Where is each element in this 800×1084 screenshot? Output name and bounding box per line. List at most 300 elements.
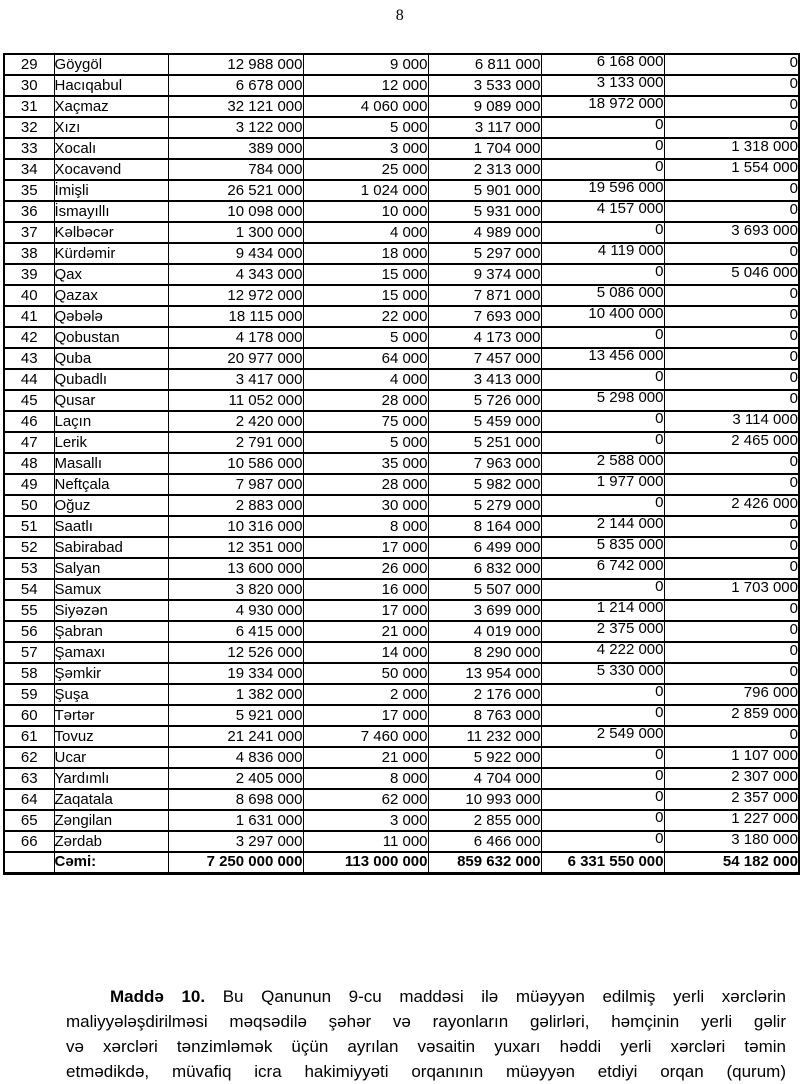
- value-text: 13 600 000: [227, 559, 303, 577]
- value-cell: [664, 264, 799, 285]
- value-text: 4 173 000: [473, 328, 541, 346]
- value-text: 0: [789, 75, 798, 92]
- table-row: [4, 243, 799, 264]
- row-number-cell: 29: [4, 54, 54, 75]
- value-text: 2 791 000: [235, 433, 303, 451]
- district-name-cell: İmişli: [54, 180, 168, 201]
- value-cell: [541, 432, 664, 453]
- value-cell: [664, 327, 799, 348]
- table-row: [4, 117, 799, 138]
- paragraph-line-2: maliyyələşdirilməsi məqsədilə şəhər və rayonların gəlirləri, həmçinin yerli gəlir: [66, 1012, 786, 1031]
- total-value-cell: 54 182 000: [664, 852, 799, 873]
- value-text: 0: [655, 579, 664, 595]
- value-cell: [428, 621, 541, 642]
- value-text: 14 000: [381, 643, 428, 661]
- district-name-cell: Kəlbəcər: [54, 222, 168, 243]
- value-text: 5 330 000: [596, 663, 664, 679]
- value-cell: [664, 558, 799, 579]
- value-cell: [303, 348, 428, 369]
- value-text: 2 883 000: [235, 496, 303, 514]
- value-cell: [664, 138, 799, 159]
- value-cell: [428, 180, 541, 201]
- table-row: [4, 621, 799, 642]
- value-text: 5 000: [389, 433, 428, 451]
- value-text: 28 000: [381, 475, 428, 493]
- value-text: 4 157 000: [596, 201, 664, 217]
- district-name-cell: Masallı: [54, 453, 168, 474]
- value-text: 6 168 000: [596, 54, 664, 70]
- value-text: 0: [789, 243, 798, 260]
- value-cell: [168, 600, 303, 621]
- value-cell: [303, 432, 428, 453]
- value-cell: [168, 138, 303, 159]
- paragraph-line-4: etmədikdə, müvafiq icra hakimiyyəti orqanının müəyyən etdiyi orqan (qurum): [66, 1062, 786, 1081]
- value-text: 4 222 000: [596, 642, 664, 658]
- row-number-cell: 51: [4, 516, 54, 537]
- value-cell: [541, 222, 664, 243]
- value-cell: [168, 369, 303, 390]
- value-text: 18 115 000: [228, 307, 303, 325]
- district-name-cell: Zərdab: [54, 831, 168, 852]
- value-cell: [541, 726, 664, 747]
- value-cell: [303, 705, 428, 726]
- value-text: 0: [655, 138, 664, 154]
- value-text: 5 835 000: [596, 537, 664, 553]
- value-text: 1 300 000: [235, 223, 303, 241]
- value-cell: [303, 747, 428, 768]
- value-text: 0: [789, 663, 798, 680]
- value-cell: [428, 663, 541, 684]
- table-row: [4, 222, 799, 243]
- value-cell: [541, 705, 664, 726]
- table-row: [4, 96, 799, 117]
- value-cell: [664, 348, 799, 369]
- value-cell: [664, 306, 799, 327]
- value-text: 7 460 000: [360, 727, 428, 745]
- district-name-cell: Zəngilan: [54, 810, 168, 831]
- value-cell: [428, 96, 541, 117]
- value-cell: [303, 768, 428, 789]
- value-cell: [541, 474, 664, 495]
- value-cell: [664, 453, 799, 474]
- value-cell: [303, 516, 428, 537]
- value-text: 8 164 000: [473, 517, 541, 535]
- value-text: 4 704 000: [473, 769, 541, 787]
- value-cell: [168, 474, 303, 495]
- table-row: [4, 495, 799, 516]
- value-cell: [303, 306, 428, 327]
- value-cell: [303, 663, 428, 684]
- value-cell: [541, 768, 664, 789]
- value-cell: [541, 516, 664, 537]
- value-cell: [664, 117, 799, 138]
- value-cell: [428, 285, 541, 306]
- value-cell: [168, 243, 303, 264]
- row-number-cell: 63: [4, 768, 54, 789]
- value-cell: [541, 642, 664, 663]
- value-cell: [168, 726, 303, 747]
- value-cell: [428, 558, 541, 579]
- value-cell: [428, 705, 541, 726]
- value-cell: [168, 285, 303, 306]
- value-text: 3 297 000: [235, 832, 303, 850]
- value-text: 2 375 000: [596, 621, 664, 637]
- value-text: 0: [655, 432, 664, 448]
- paragraph-line-1: [66, 984, 786, 1009]
- value-cell: [541, 117, 664, 138]
- row-number-cell: 33: [4, 138, 54, 159]
- total-empty-cell: [4, 852, 54, 873]
- table-row: [4, 285, 799, 306]
- value-cell: [428, 600, 541, 621]
- value-text: 64 000: [381, 349, 428, 367]
- value-cell: [168, 432, 303, 453]
- value-cell: [428, 642, 541, 663]
- value-cell: [664, 243, 799, 264]
- value-text: 28 000: [381, 391, 428, 409]
- row-number-cell: 45: [4, 390, 54, 411]
- total-value-cell: 859 632 000: [428, 852, 541, 873]
- row-number-cell: 55: [4, 600, 54, 621]
- value-text: 2 405 000: [235, 769, 303, 787]
- value-cell: [664, 222, 799, 243]
- district-name-cell: Ucar: [54, 747, 168, 768]
- value-text: 7 987 000: [235, 475, 303, 493]
- value-text: 4 178 000: [235, 328, 303, 346]
- value-cell: [664, 495, 799, 516]
- value-cell: [168, 201, 303, 222]
- total-row: [4, 852, 799, 873]
- value-cell: [303, 453, 428, 474]
- value-cell: [303, 243, 428, 264]
- value-text: 0: [789, 180, 798, 197]
- row-number-cell: 41: [4, 306, 54, 327]
- value-text: 15 000: [381, 286, 428, 304]
- value-text: 0: [655, 705, 664, 721]
- value-cell: [168, 327, 303, 348]
- value-cell: [303, 621, 428, 642]
- total-value-cell: 7 250 000 000: [168, 852, 303, 873]
- value-cell: [428, 453, 541, 474]
- district-name-cell: Hacıqabul: [54, 75, 168, 96]
- value-cell: [303, 411, 428, 432]
- value-cell: [303, 159, 428, 180]
- value-cell: [168, 75, 303, 96]
- table-row: [4, 432, 799, 453]
- table-row: [4, 54, 799, 75]
- value-cell: [428, 831, 541, 852]
- district-name-cell: Neftçala: [54, 474, 168, 495]
- value-cell: [664, 642, 799, 663]
- value-cell: [168, 747, 303, 768]
- value-text: 3 417 000: [235, 370, 303, 388]
- district-name-cell: Xızı: [54, 117, 168, 138]
- row-number-cell: 66: [4, 831, 54, 852]
- value-cell: [168, 390, 303, 411]
- value-text: 1 382 000: [235, 685, 303, 703]
- value-cell: [303, 579, 428, 600]
- table-row: [4, 747, 799, 768]
- table-row: [4, 642, 799, 663]
- value-text: 3 000: [389, 139, 428, 157]
- value-text: 10 993 000: [465, 790, 541, 808]
- value-cell: [664, 726, 799, 747]
- value-cell: [303, 558, 428, 579]
- value-cell: [168, 768, 303, 789]
- value-text: 1 024 000: [360, 181, 428, 199]
- value-cell: [664, 831, 799, 852]
- value-text: 0: [789, 201, 798, 218]
- district-name-cell: Yardımlı: [54, 768, 168, 789]
- value-cell: [428, 411, 541, 432]
- value-cell: [541, 243, 664, 264]
- row-number-cell: 31: [4, 96, 54, 117]
- value-text: 17 000: [381, 538, 428, 556]
- value-cell: [168, 558, 303, 579]
- value-text: 5 726 000: [473, 391, 541, 409]
- value-text: 5 251 000: [473, 433, 541, 451]
- value-text: 7 457 000: [473, 349, 541, 367]
- value-text: 22 000: [381, 307, 428, 325]
- value-cell: [428, 474, 541, 495]
- row-number-cell: 53: [4, 558, 54, 579]
- value-cell: [168, 810, 303, 831]
- value-cell: [664, 516, 799, 537]
- value-cell: [541, 180, 664, 201]
- value-text: 2 859 000: [731, 705, 798, 722]
- value-text: 11 232 000: [466, 727, 541, 745]
- row-number-cell: 62: [4, 747, 54, 768]
- value-text: 5 000: [389, 118, 428, 136]
- table-row: [4, 369, 799, 390]
- district-name-cell: İsmayıllı: [54, 201, 168, 222]
- district-name-cell: Kürdəmir: [54, 243, 168, 264]
- value-cell: [168, 453, 303, 474]
- district-name-cell: Tovuz: [54, 726, 168, 747]
- value-cell: [664, 747, 799, 768]
- value-text: 0: [655, 684, 664, 700]
- value-text: 1 227 000: [731, 810, 798, 827]
- value-cell: [541, 75, 664, 96]
- district-name-cell: Laçın: [54, 411, 168, 432]
- value-cell: [303, 285, 428, 306]
- value-text: 26 521 000: [227, 181, 303, 199]
- value-cell: [428, 306, 541, 327]
- district-name-cell: Saatlı: [54, 516, 168, 537]
- row-number-cell: 58: [4, 663, 54, 684]
- value-text: 5 046 000: [731, 264, 798, 281]
- value-text: 5 901 000: [473, 181, 541, 199]
- row-number-cell: 38: [4, 243, 54, 264]
- value-text: 0: [655, 747, 664, 763]
- value-cell: [428, 75, 541, 96]
- value-cell: [541, 201, 664, 222]
- value-cell: [428, 222, 541, 243]
- paragraph-line-1-text: Bu Qanunun 9-cu maddəsi ilə müəyyən edilmiş yerli xərclərin: [205, 987, 786, 1006]
- row-number-cell: 54: [4, 579, 54, 600]
- value-cell: [303, 684, 428, 705]
- district-name-cell: Qubadlı: [54, 369, 168, 390]
- row-number-cell: 43: [4, 348, 54, 369]
- row-number-cell: 48: [4, 453, 54, 474]
- value-text: 0: [655, 327, 664, 343]
- table-row: [4, 201, 799, 222]
- value-text: 389 000: [248, 139, 303, 157]
- table-row: [4, 684, 799, 705]
- page-number: 8: [395, 7, 405, 24]
- value-cell: [428, 54, 541, 75]
- district-name-cell: Lerik: [54, 432, 168, 453]
- district-name-cell: Göygöl: [54, 54, 168, 75]
- value-cell: [428, 390, 541, 411]
- value-text: 0: [789, 516, 798, 533]
- value-cell: [428, 264, 541, 285]
- value-cell: [664, 390, 799, 411]
- value-cell: [428, 516, 541, 537]
- budget-table: [3, 53, 800, 875]
- value-text: 0: [655, 831, 664, 847]
- value-cell: [428, 726, 541, 747]
- value-text: 62 000: [381, 790, 428, 808]
- value-cell: [303, 537, 428, 558]
- value-text: 2 855 000: [473, 811, 541, 829]
- value-cell: [303, 789, 428, 810]
- value-text: 15 000: [381, 265, 428, 283]
- value-text: 21 000: [381, 622, 428, 640]
- value-text: 8 290 000: [473, 643, 541, 661]
- district-name-cell: Şuşa: [54, 684, 168, 705]
- value-text: 6 678 000: [235, 76, 303, 94]
- value-text: 0: [789, 117, 798, 134]
- district-name-cell: Qəbələ: [54, 306, 168, 327]
- value-text: 19 334 000: [227, 664, 303, 682]
- value-cell: [428, 327, 541, 348]
- value-cell: [541, 390, 664, 411]
- value-cell: [168, 411, 303, 432]
- value-cell: [303, 96, 428, 117]
- value-text: 0: [655, 222, 664, 238]
- value-text: 18 000: [381, 244, 428, 262]
- value-text: 6 499 000: [473, 538, 541, 556]
- value-text: 12 000: [381, 76, 428, 94]
- value-cell: [664, 75, 799, 96]
- value-text: 4 930 000: [235, 601, 303, 619]
- row-number-cell: 60: [4, 705, 54, 726]
- value-text: 8 698 000: [235, 790, 303, 808]
- value-text: 11 052 000: [228, 391, 303, 409]
- row-number-cell: 47: [4, 432, 54, 453]
- value-cell: [428, 768, 541, 789]
- value-text: 19 596 000: [588, 180, 664, 196]
- district-name-cell: Qusar: [54, 390, 168, 411]
- value-cell: [428, 579, 541, 600]
- value-cell: [168, 537, 303, 558]
- value-text: 0: [789, 558, 798, 575]
- value-cell: [303, 600, 428, 621]
- table-row: [4, 558, 799, 579]
- row-number-cell: 52: [4, 537, 54, 558]
- value-cell: [168, 222, 303, 243]
- value-cell: [664, 54, 799, 75]
- district-name-cell: Qobustan: [54, 327, 168, 348]
- value-cell: [168, 159, 303, 180]
- value-text: 4 119 000: [597, 243, 664, 259]
- value-text: 0: [789, 474, 798, 491]
- value-cell: [541, 369, 664, 390]
- value-cell: [428, 789, 541, 810]
- value-text: 4 060 000: [360, 97, 428, 115]
- row-number-cell: 39: [4, 264, 54, 285]
- value-cell: [168, 306, 303, 327]
- value-cell: [664, 180, 799, 201]
- value-text: 25 000: [381, 160, 428, 178]
- district-name-cell: Qax: [54, 264, 168, 285]
- value-text: 2 176 000: [473, 685, 541, 703]
- row-number-cell: 59: [4, 684, 54, 705]
- row-number-cell: 42: [4, 327, 54, 348]
- row-number-cell: 34: [4, 159, 54, 180]
- value-text: 5 507 000: [473, 580, 541, 598]
- value-text: 0: [655, 495, 664, 511]
- value-text: 5 086 000: [596, 285, 664, 301]
- value-text: 13 456 000: [588, 348, 664, 364]
- row-number-cell: 50: [4, 495, 54, 516]
- value-cell: [541, 453, 664, 474]
- value-cell: [303, 390, 428, 411]
- value-cell: [303, 222, 428, 243]
- value-text: 0: [789, 726, 798, 743]
- value-text: 5 459 000: [473, 412, 541, 430]
- row-number-cell: 57: [4, 642, 54, 663]
- district-name-cell: Xocavənd: [54, 159, 168, 180]
- value-cell: [303, 180, 428, 201]
- value-text: 5 298 000: [596, 390, 664, 406]
- district-name-cell: Xocalı: [54, 138, 168, 159]
- value-text: 35 000: [381, 454, 428, 472]
- district-name-cell: Tərtər: [54, 705, 168, 726]
- value-cell: [664, 810, 799, 831]
- value-cell: [428, 201, 541, 222]
- table-row: [4, 390, 799, 411]
- table-row: [4, 810, 799, 831]
- value-text: 1 554 000: [731, 159, 798, 176]
- value-cell: [541, 558, 664, 579]
- row-number-cell: 30: [4, 75, 54, 96]
- district-name-cell: Quba: [54, 348, 168, 369]
- row-number-cell: 56: [4, 621, 54, 642]
- value-cell: [168, 831, 303, 852]
- value-cell: [664, 684, 799, 705]
- value-cell: [303, 201, 428, 222]
- district-name-cell: Xaçmaz: [54, 96, 168, 117]
- row-number-cell: 65: [4, 810, 54, 831]
- value-text: 8 000: [389, 517, 428, 535]
- table-row: [4, 138, 799, 159]
- value-text: 3 000: [389, 811, 428, 829]
- value-text: 12 972 000: [227, 286, 303, 304]
- value-text: 0: [655, 159, 664, 175]
- table-row: [4, 705, 799, 726]
- value-text: 2 307 000: [731, 768, 798, 785]
- value-text: 7 963 000: [473, 454, 541, 472]
- value-cell: [541, 327, 664, 348]
- value-cell: [664, 285, 799, 306]
- value-text: 2 357 000: [731, 789, 798, 806]
- value-cell: [664, 474, 799, 495]
- value-cell: [541, 54, 664, 75]
- value-text: 2 000: [389, 685, 428, 703]
- budget-table-body: [4, 54, 799, 873]
